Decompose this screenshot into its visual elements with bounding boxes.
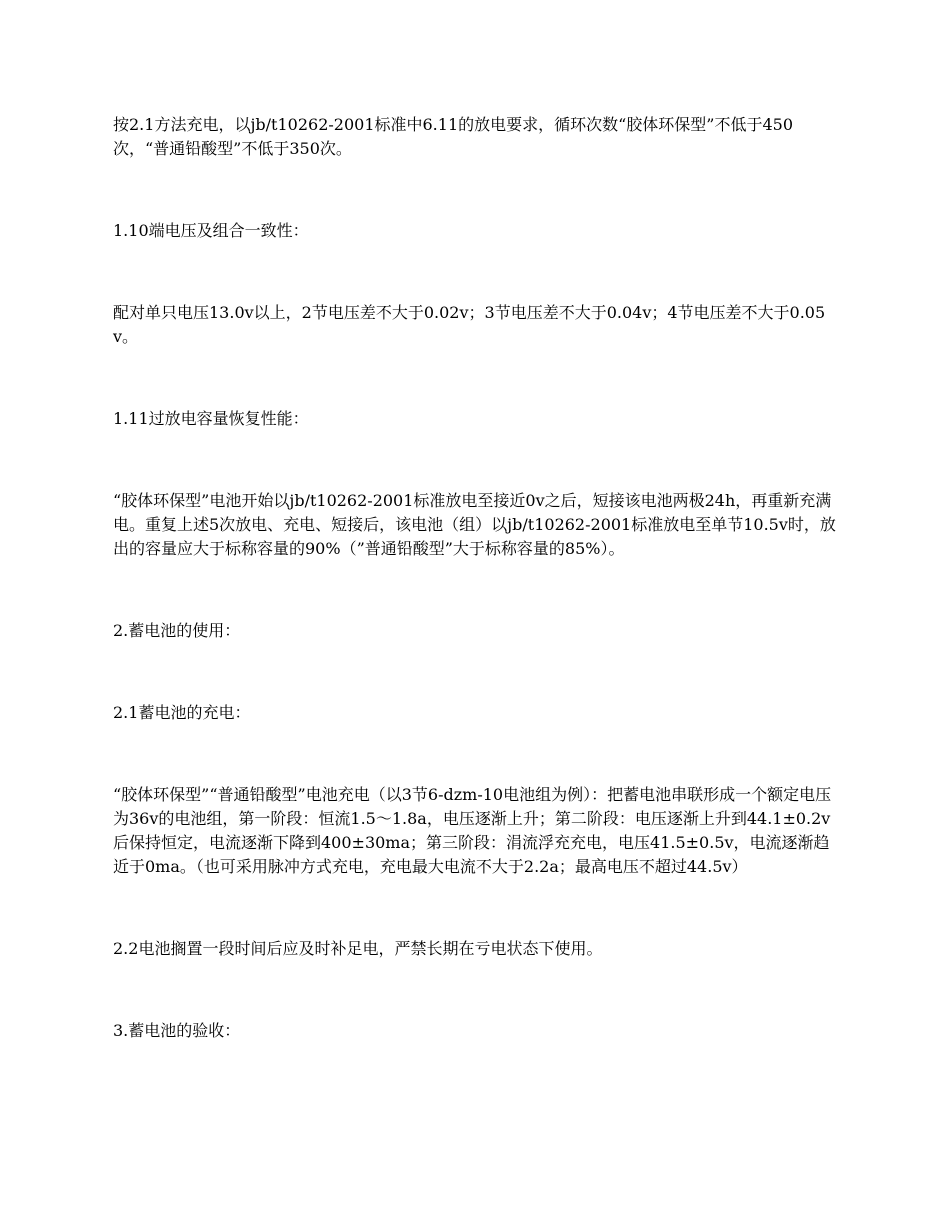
voltage-consistency-paragraph: 配对单只电压13.0v以上，2节电压差不大于0.02v；3节电压差不大于0.04v；4节电压差不大于0.05v。	[113, 303, 826, 346]
section-heading-2: 2.蓄电池的使用：	[113, 621, 241, 640]
section-heading-1-10: 1.10端电压及组合一致性：	[113, 221, 309, 240]
section-heading-1-11: 1.11过放电容量恢复性能：	[113, 409, 309, 428]
section-heading-2-1: 2.1蓄电池的充电：	[113, 703, 251, 722]
over-discharge-paragraph: “胶体环保型”电池开始以jb/t10262-2001标准放电至接近0v之后，短接该电池两极24h，再重新充满电。重复上述5次放电、充电、短接后，该电池（组）以jb/t10262-2001标准放电至单节10.5v时，放出的容量应大于标称容量的90%（”普通铅酸型”大于标称容量的85%）。	[113, 491, 836, 558]
storage-recharge-paragraph: 2.2电池搁置一段时间后应及时补足电，严禁长期在亏电状态下使用。	[113, 939, 603, 958]
section-heading-3: 3.蓄电池的验收：	[113, 1021, 241, 1040]
cycle-life-paragraph: 按2.1方法充电，以jb/t10262-2001标准中6.11的放电要求，循环次数“胶体环保型”不低于450次，“普通铅酸型”不低于350次。	[113, 115, 794, 158]
charging-procedure-paragraph: “胶体环保型”“普通铅酸型”电池充电（以3节6-dzm-10电池组为例）：把蓄电池串联形成一个额定电压为36v的电池组，第一阶段：恒流1.5～1.8a，电压逐渐上升；第二阶段：电压逐渐上升到44.1±0.2v后保持恒定，电流逐渐下降到400±30ma；第三阶段：涓流浮充充电，电压41.5±0.5v，电流逐渐趋近于0ma。（也可采用脉冲方式充电，充电最大电流不大于2.2a；最高电压不超过44.5v）	[113, 785, 832, 876]
document-body	[113, 113, 838, 1043]
